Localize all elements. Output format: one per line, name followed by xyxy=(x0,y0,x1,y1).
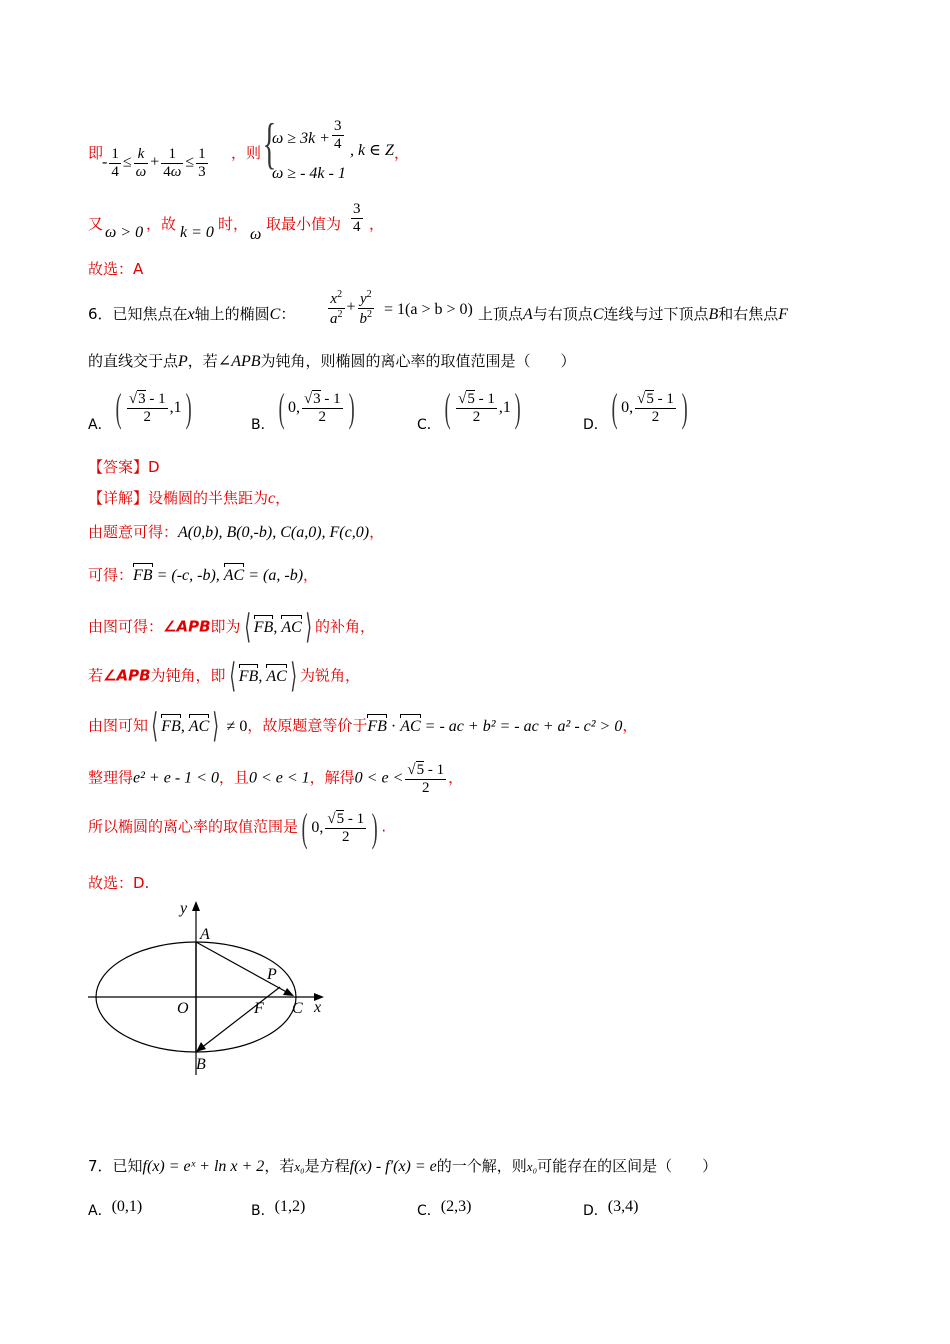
q6-step6: 整理得e² + e - 1 < 0，且0 < e < 1，解得0 < e < $\frac{√5 - 1}{2}$ ， xyxy=(88,762,464,796)
q6-stem-line1b: 上顶点A与右顶点C连线与过下顶点B和右焦点F xyxy=(478,305,789,323)
p5-omega: ω xyxy=(250,226,262,243)
q6-option-a[interactable]: A．( $\frac{√3 - 1}{2}$ ,1) xyxy=(88,385,192,433)
p5-kz: , k ∈ Z xyxy=(350,142,394,159)
q6-option-c[interactable]: C．( $\frac{√5 - 1}{2}$ ,1) xyxy=(417,385,521,433)
y-axis-arrow xyxy=(192,901,200,911)
q6-stem-line1: 6．已知焦点在x轴上的椭圆C： xyxy=(88,305,296,323)
label-y: y xyxy=(180,900,188,917)
q6-option-d[interactable]: D．( 0, $\frac{√5 - 1}{2}$ ) xyxy=(583,385,688,433)
q6-step7: 所以椭圆的离心率的取值范围是( 0, $\frac{√5 - 1}{2}$ ) . xyxy=(88,805,387,850)
p5-you: 又 xyxy=(88,215,104,233)
arrow-B xyxy=(196,1042,206,1052)
p5-cond1: ω ≥ 3k + xyxy=(272,130,330,147)
q6-detail-head: 【详解】设椭圆的半焦距为c， xyxy=(88,489,291,507)
q6-step2: 可得：FB = (-c, -b), AC = (a, -b)， xyxy=(88,566,319,584)
label-F: F xyxy=(254,1000,264,1017)
q6-step5: 由图可知⟨ FB, AC⟩ ≠ 0，故原题意等价于FB · AC = - ac + b² = - ac + a² - c² > 0， xyxy=(88,708,638,745)
q6-step3: 由图可得：∠APB即为⟨ FB, AC⟩ 的补角， xyxy=(88,609,376,646)
p5-min-value: $\frac{3}{4}$ xyxy=(353,201,361,235)
q7-option-a[interactable]: A．(0,1) xyxy=(88,1198,143,1219)
label-P: P xyxy=(267,966,277,983)
q6-ellipse-eq: $\frac{x^2}{a^2}$ + $\frac{y^2}{b^2}$ xyxy=(330,289,373,327)
p5-cond2: ω ≥ - 4k - 1 xyxy=(272,165,346,182)
p5-ji: 即 xyxy=(88,144,104,162)
label-C: C xyxy=(292,1000,303,1017)
p5-system: { xyxy=(262,113,277,175)
q6-stem-line2: 的直线交于点P，若∠APB为钝角，则椭圆的离心率的取值范围是（ ） xyxy=(88,352,576,370)
q7-option-c[interactable]: C．(2,3) xyxy=(417,1198,472,1219)
label-B: B xyxy=(196,1056,206,1073)
label-O: O xyxy=(177,1000,189,1017)
q6-answer-line: 故选：D. xyxy=(88,874,150,892)
arrow-AC xyxy=(283,988,294,996)
p5-answer-line: 故选：A xyxy=(88,260,144,278)
q6-step4: 若∠APB为钝角，即⟨ FB, AC⟩ 为锐角， xyxy=(88,658,361,695)
p5-ze: ，则 xyxy=(231,144,262,162)
q7-option-b[interactable]: B．(1,2) xyxy=(251,1198,306,1219)
label-x: x xyxy=(314,999,322,1016)
p5-k0: k = 0 xyxy=(180,224,214,241)
q6-ellipse-cond: = 1(a > b > 0) xyxy=(384,301,473,318)
q7-stem: 7．已知f(x) = eˣ + ln x + 2，若x₀是方程f(x) - f′(x) = e的一个解，则x₀可能存在的区间是（ ） xyxy=(88,1157,718,1175)
q7-option-d[interactable]: D．(3,4) xyxy=(583,1198,639,1219)
q6-option-b[interactable]: B．( 0, $\frac{√3 - 1}{2}$ ) xyxy=(251,385,355,433)
p5-min-text: 取最小值为 xyxy=(266,215,342,233)
p5-inequality: - $\frac{1}{4}$ ≤ $\frac{k}{\omega}$ + $\frac{1}{4\omega}$ ≤ $\frac{1}{3}$ xyxy=(102,146,206,180)
p5-omega-pos: ω > 0 xyxy=(105,224,144,241)
p5-shi: 时， xyxy=(218,215,249,233)
p5-comma2: ， xyxy=(369,215,385,233)
label-A: A xyxy=(200,926,210,943)
p5-comma: ， xyxy=(394,144,410,162)
line-AC xyxy=(196,942,292,995)
p5-gu: ，故 xyxy=(146,215,177,233)
q6-answer: 【答案】D xyxy=(88,458,160,476)
q6-step1: 由题意可得：A(0,b), B(0,-b), C(a,0), F(c,0)， xyxy=(88,523,385,541)
ellipse-figure xyxy=(80,895,340,1080)
p5-frac34: $\frac{3}{4}$ xyxy=(334,118,342,152)
